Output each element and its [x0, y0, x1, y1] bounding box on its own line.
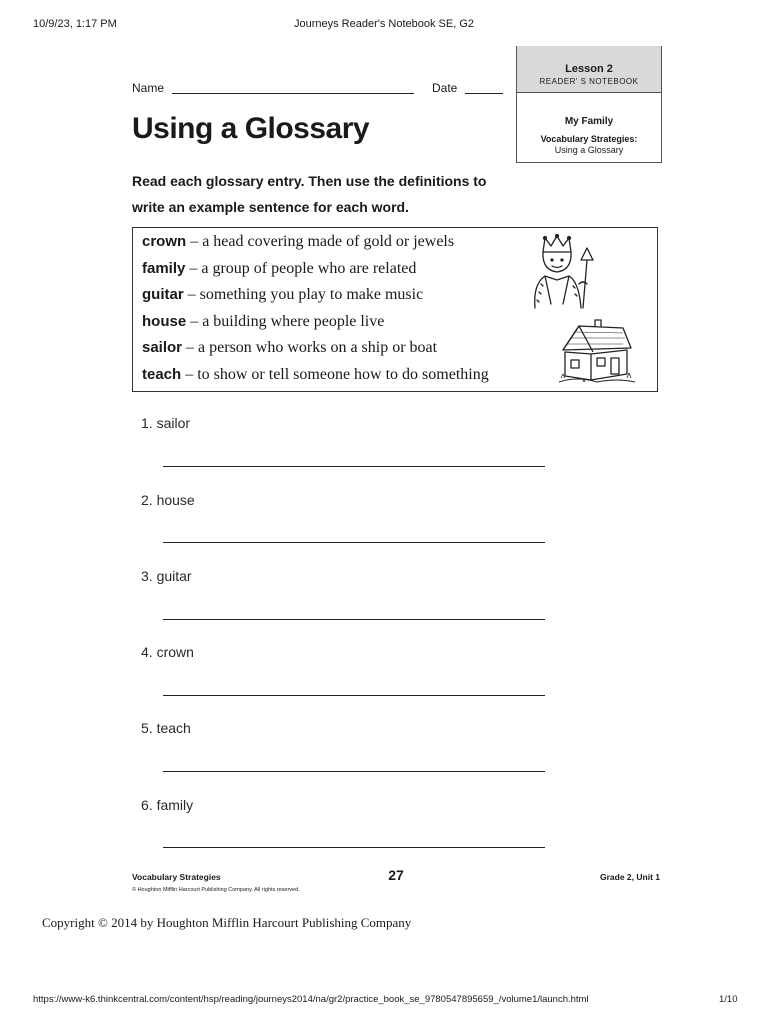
- lesson-info-box: [516, 46, 662, 163]
- question-label: 6. family: [141, 797, 194, 813]
- copyright-notice: Copyright © 2014 by Houghton Mifflin Harcourt Publishing Company: [42, 915, 412, 930]
- answer-line-6[interactable]: [163, 847, 545, 848]
- glossary-definition: – a head covering made of gold or jewels: [186, 233, 455, 250]
- name-label: Name: [132, 81, 165, 95]
- page-title: Using a Glossary: [132, 112, 370, 145]
- lesson-theme: My Family: [564, 116, 614, 127]
- question-label: 4. crown: [141, 644, 194, 660]
- glossary-entry: [142, 313, 384, 331]
- glossary-entry: [142, 339, 437, 357]
- glossary-entry: [142, 286, 423, 304]
- glossary-word: guitar: [142, 286, 184, 303]
- lesson-number: Lesson 2: [565, 63, 613, 75]
- answer-line-2[interactable]: [163, 542, 545, 543]
- date-field[interactable]: [465, 93, 503, 94]
- answer-line-3[interactable]: [163, 619, 545, 620]
- instructions: Read each glossary entry. Then use the definitions to write an example sentence for each word.: [132, 173, 487, 215]
- document-title: Journeys Reader's Notebook SE, G2: [293, 18, 475, 30]
- glossary-word: family: [142, 260, 186, 277]
- page-count: 1/10: [719, 994, 738, 1005]
- glossary-word: house: [142, 313, 187, 330]
- page-url[interactable]: https://www-k6.thinkcentral.com/content/hsp/reading/journeys2014/na/gr2/practice_book_se_9780547895659_/volume1/launch.html: [33, 994, 589, 1005]
- glossary-definition: – a group of people who are related: [185, 260, 417, 277]
- answer-line-4[interactable]: [163, 695, 545, 696]
- glossary-definition: – a person who works on a ship or boat: [182, 339, 438, 356]
- footer-small-copyright: © Houghton Mifflin Harcourt Publishing Company. All rights reserved.: [132, 887, 300, 893]
- glossary-definition: – something you play to make music: [183, 286, 424, 303]
- question-label: 1. sailor: [141, 415, 191, 431]
- print-datetime: 10/9/23, 1:17 PM: [33, 18, 117, 30]
- question-label: 2. house: [141, 492, 195, 508]
- glossary-entry: [142, 233, 454, 251]
- glossary-word: sailor: [142, 339, 183, 356]
- date-label: Date: [432, 81, 458, 95]
- answer-line-1[interactable]: [163, 466, 545, 467]
- glossary-box: [132, 227, 658, 392]
- notebook-label: READER' S NOTEBOOK: [539, 77, 639, 86]
- glossary-word: teach: [142, 366, 182, 383]
- glossary-entry: [142, 260, 416, 278]
- footer-grade: Grade 2, Unit 1: [600, 872, 660, 882]
- strategy-heading: Vocabulary Strategies:: [540, 134, 638, 144]
- glossary-entry: [142, 366, 489, 384]
- glossary-definition: – to show or tell someone how to do something: [181, 366, 489, 383]
- house-icon: [557, 316, 637, 386]
- name-field[interactable]: [172, 93, 414, 94]
- question-label: 3. guitar: [141, 568, 192, 584]
- strategy-name: Using a Glossary: [554, 145, 624, 155]
- king-icon: [521, 234, 601, 310]
- footer-section: Vocabulary Strategies: [132, 872, 221, 882]
- page-number: 27: [388, 867, 404, 883]
- glossary-definition: – a building where people live: [186, 313, 385, 330]
- question-label: 5. teach: [141, 720, 191, 736]
- answer-line-5[interactable]: [163, 771, 545, 772]
- lesson-header: [517, 46, 661, 93]
- glossary-word: crown: [142, 233, 187, 250]
